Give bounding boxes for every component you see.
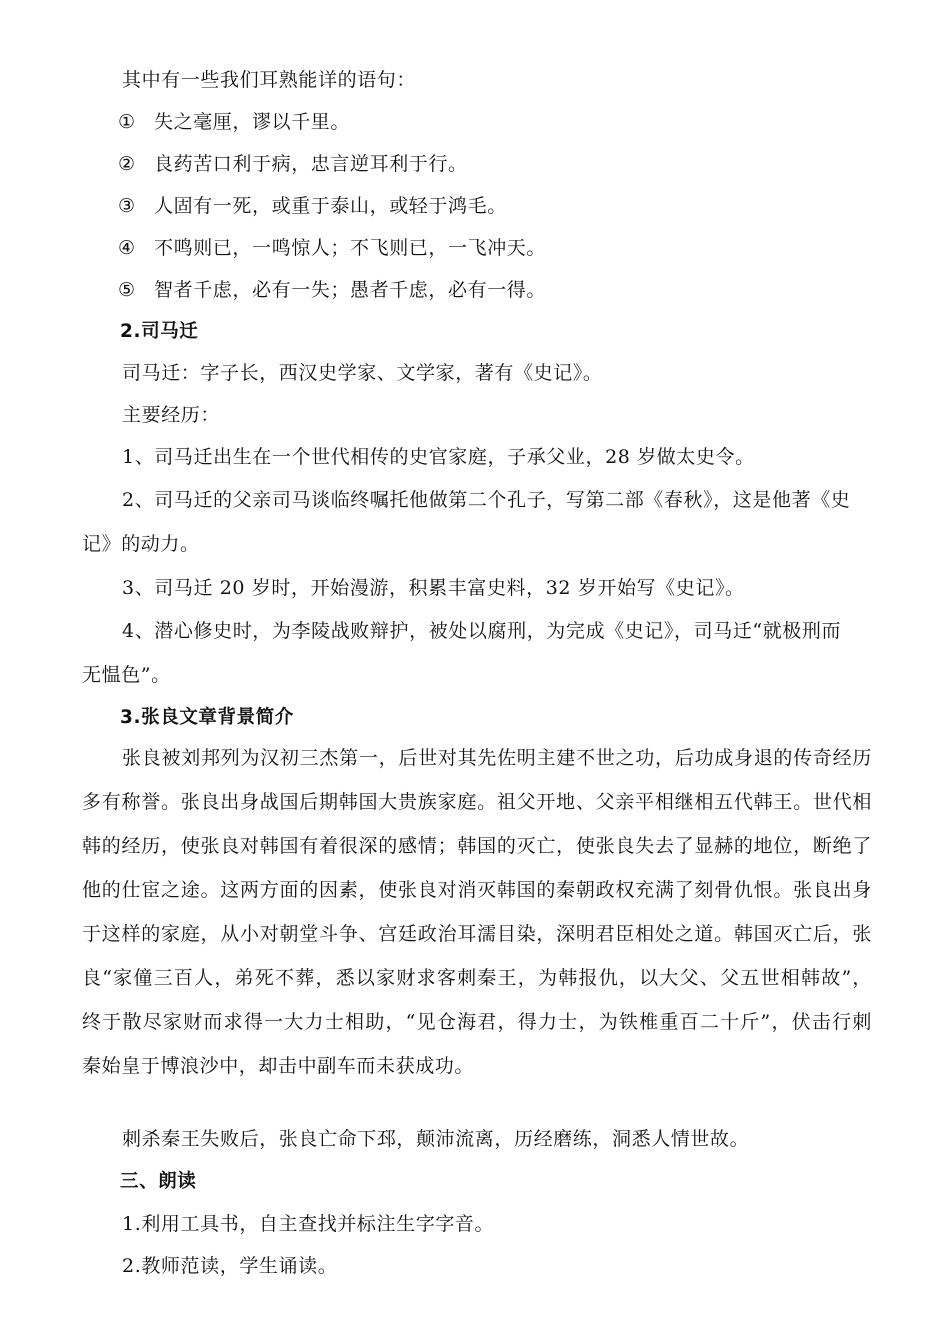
- experience-item-4-line-1: 4、潜心修史时，为李陵战败辩护，被处以腐刑，为完成《史记》，司马迁“就极刑而: [122, 620, 842, 642]
- saying-3: [118, 194, 507, 218]
- section-heading-zhang-liang: 3.张良文章背景简介: [120, 707, 294, 728]
- saying-number: ④: [118, 237, 136, 259]
- paragraph-line: 多有称誉。张良出身战国后期韩国大贵族家庭。祖父开地、父亲平相继相五代韩王。世代相: [82, 791, 872, 813]
- paragraph-line: 终于散尽家财而求得一大力士相助，“见仓海君，得力士，为铁椎重百二十斤”，伏击行刺: [82, 1011, 872, 1033]
- saying-4: [118, 236, 546, 260]
- sima-qian-intro: 司马迁：字子长，西汉史学家、文学家，著有《史记》。: [122, 362, 603, 384]
- section-heading-reading: 三、朗读: [120, 1171, 197, 1192]
- paragraph-line: 良“家僮三百人，弟死不葬，悉以家财求客刺秦王，为韩报仇，以大父、父五世相韩故”，: [82, 967, 872, 989]
- paragraph-line: 秦始皇于博浪沙中，却击中副车而未获成功。: [82, 1055, 475, 1077]
- paragraph-line: 张良被刘邦列为汉初三杰第一，后世对其先佐明主建不世之功，后功成身退的传奇经历: [122, 747, 872, 769]
- saying-text: 人固有一死，或重于泰山，或轻于鸿毛。: [154, 195, 507, 217]
- zhang-liang-paragraph-2: 刺杀秦王失败后，张良亡命下邳，颠沛流离，历经磨练，洞悉人情世故。: [122, 1128, 750, 1150]
- saying-text: 不鸣则已，一鸣惊人；不飞则已，一飞冲天。: [154, 237, 547, 259]
- paragraph-line: 韩的经历，使张良对韩国有着很深的感情；韩国的灭亡，使张良失去了显赫的地位，断绝了: [82, 835, 872, 857]
- saying-number: ③: [118, 195, 136, 217]
- experience-item-2-line-1: 2、司马迁的父亲司马谈临终嘱托他做第二个孔子，写第二部《春秋》，这是他著《史: [122, 489, 851, 511]
- section-heading-sima-qian: 2.司马迁: [120, 321, 199, 342]
- intro-text: 其中有一些我们耳熟能详的语句：: [122, 69, 417, 91]
- saying-text: 失之毫厘，谬以千里。: [154, 111, 351, 133]
- zhang-liang-paragraph: [82, 736, 872, 1088]
- reading-step-1: 1.利用工具书，自主查找并标注生字字音。: [122, 1213, 495, 1235]
- experience-item-4-line-2: 无愠色”。: [82, 664, 171, 686]
- saying-1: [118, 110, 350, 134]
- reading-step-2: 2.教师范读，学生诵读。: [122, 1255, 338, 1277]
- experience-item-1: 1、司马迁出生在一个世代相传的史官家庭，子承父业，28 岁做太史令。: [122, 446, 755, 468]
- experience-item-3: 3、司马迁 20 岁时，开始漫游，积累丰富史料，32 岁开始写《史记》。: [122, 577, 745, 599]
- saying-5: [118, 278, 546, 302]
- paragraph-line: 于这样的家庭，从小对朝堂斗争、宫廷政治耳濡目染，深明君臣相处之道。韩国灭亡后，张: [82, 923, 872, 945]
- saying-number: ①: [118, 111, 136, 133]
- paragraph-line: 他的仕宦之途。这两方面的因素，使张良对消灭韩国的秦朝政权充满了刻骨仇恨。张良出身: [82, 879, 872, 901]
- saying-text: 良药苦口利于病，忠言逆耳利于行。: [154, 153, 468, 175]
- saying-number: ⑤: [118, 279, 136, 301]
- saying-number: ②: [118, 153, 136, 175]
- saying-2: [118, 152, 468, 176]
- saying-text: 智者千虑，必有一失；愚者千虑，必有一得。: [154, 279, 547, 301]
- experience-item-2-line-2: 记》的动力。: [82, 533, 200, 555]
- experience-label: 主要经历：: [122, 404, 221, 426]
